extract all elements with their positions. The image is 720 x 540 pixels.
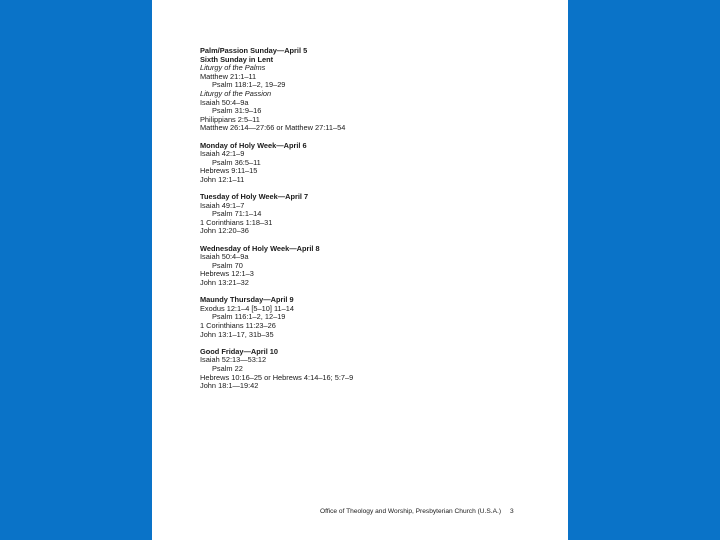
reading-section <box>200 245 540 288</box>
reading-line: 1 Corinthians 11:23–26 <box>200 321 276 330</box>
psalm-reading: Psalm 36:5–11 <box>212 157 261 167</box>
day-heading: Palm/Passion Sunday—April 5 <box>200 46 308 55</box>
liturgy-subheading: Liturgy of the Passion <box>200 88 272 98</box>
reading-line: Hebrews 12:1–3 <box>200 269 254 279</box>
page-number: 3 <box>510 508 514 515</box>
reading-section <box>200 142 540 185</box>
reading-line: Isaiah 50:4–9a <box>200 252 249 262</box>
day-heading: Monday of Holy Week—April 6 <box>200 140 307 150</box>
reading-line: Exodus 12:1–4 [5–10] 11–14 <box>200 303 294 313</box>
day-heading: Sixth Sunday in Lent <box>200 54 274 64</box>
reading-section <box>200 47 540 133</box>
day-heading: Wednesday of Holy Week—April 8 <box>200 243 320 253</box>
document-page <box>152 0 568 540</box>
reading-section <box>200 193 540 236</box>
reading-line: Isaiah 50:4–9a <box>200 97 249 107</box>
reading-line: 1 Corinthians 1:18–31 <box>200 217 273 227</box>
psalm-reading: Psalm 70 <box>212 260 243 270</box>
reading-line: John 13:1–17, 31b–35 <box>200 329 274 339</box>
reading-line: Philippians 2:5–11 <box>200 114 260 124</box>
psalm-reading: Psalm 71:1–14 <box>212 209 262 219</box>
reading-line: Isaiah 52:13—53:12 <box>200 355 267 365</box>
day-heading: Tuesday of Holy Week—April 7 <box>200 192 309 202</box>
psalm-reading: Psalm 22 <box>212 363 243 373</box>
reading-section <box>200 348 540 391</box>
reading-line: Isaiah 42:1–9 <box>200 149 245 159</box>
reading-line: John 12:1–11 <box>200 174 245 184</box>
reading-line: Hebrews 9:11–15 <box>200 166 258 176</box>
day-heading: Good Friday—April 10 <box>200 346 279 356</box>
reading-line: Hebrews 10:16–25 or Hebrews 4:14–16; 5:7–9 <box>200 372 354 382</box>
psalm-reading: Psalm 116:1–2, 12–19 <box>212 312 286 322</box>
reading-line: John 18:1—19:42 <box>200 381 259 391</box>
psalm-reading: Psalm 118:1–2, 19–29 <box>212 80 286 90</box>
psalm-reading: Psalm 31:9–16 <box>212 106 262 116</box>
liturgy-subheading: Liturgy of the Palms <box>200 63 266 73</box>
page-footer <box>320 508 540 515</box>
footer-text: Office of Theology and Worship, Presbyterian Church (U.S.A.) <box>320 508 502 515</box>
lectionary-content <box>200 47 540 399</box>
reading-line: Isaiah 49:1–7 <box>200 200 245 210</box>
reading-line: John 13:21–32 <box>200 278 249 288</box>
reading-line: John 12:20–36 <box>200 226 249 236</box>
day-heading: Maundy Thursday—April 9 <box>200 295 294 305</box>
reading-line: Matthew 21:1–11 <box>200 71 257 81</box>
reading-section <box>200 296 540 339</box>
reading-line: Matthew 26:14—27:66 or Matthew 27:11–54 <box>200 123 346 133</box>
